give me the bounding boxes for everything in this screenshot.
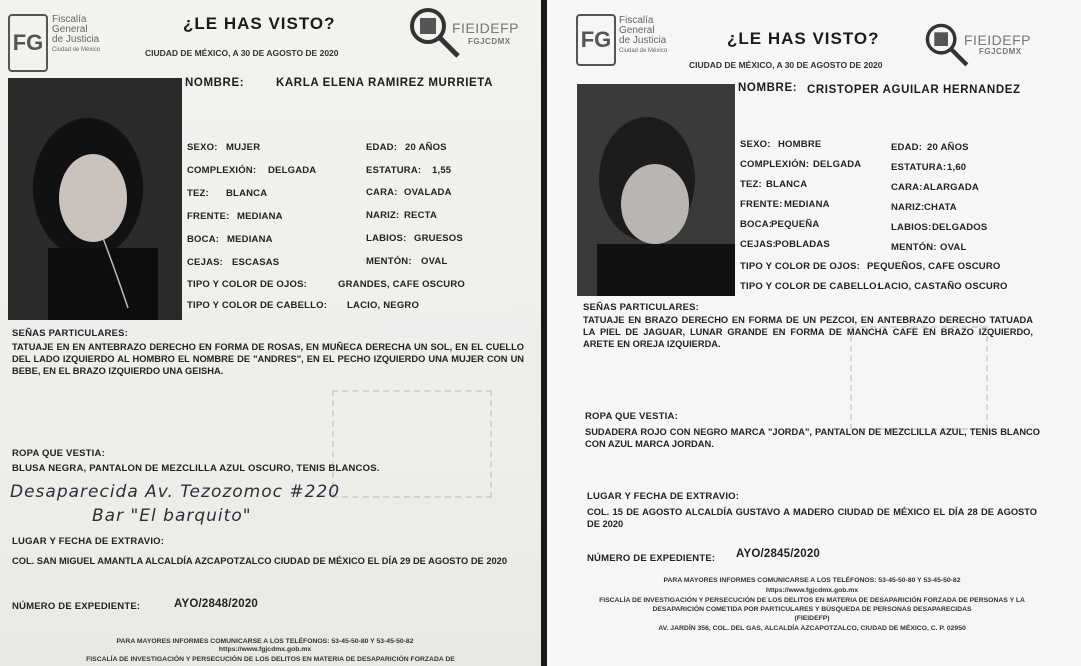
field-label: EDAD: <box>891 142 923 153</box>
expediente-label: NÚMERO DE EXPEDIENTE: <box>12 601 141 612</box>
expediente-label: NÚMERO DE EXPEDIENTE: <box>587 553 716 564</box>
field-value: HOMBRE <box>778 139 822 150</box>
lugar-label: LUGAR Y FECHA DE EXTRAVIO: <box>12 536 165 547</box>
magnifier-logo-icon <box>924 22 968 66</box>
org-line: General <box>52 24 88 35</box>
field-label: LABIOS: <box>891 222 932 233</box>
field-label: CARA: <box>891 182 923 193</box>
senas-text: TATUAJE EN EN ANTEBRAZO DERECHO EN FORMA DE ROSAS, EN MUÑECA DERECHA UN SOL, EN EL CUELLO DEL LADO IZQUIERDO AL HOMBRO EL NOMBRE DE "ANDRES", EN EL PECHO IZQUIERDO UNA MUJER CON UN BEBE, EN EL BRAZO IZQUIERDO UNA GEISHA. <box>12 342 524 376</box>
field-value: DELGADA <box>813 159 862 170</box>
informes-text: PARA MAYORES INFORMES COMUNICARSE A LOS TELÉFONOS: 53-45-50-80 Y 53-45-50-82 <box>663 577 961 584</box>
field-value: MEDIANA <box>784 199 830 210</box>
field-value: 1,60 <box>947 162 967 173</box>
field-label: NARIZ: <box>366 210 400 221</box>
field-label: ESTATURA: <box>891 162 947 173</box>
name-label: NOMBRE: <box>185 77 245 89</box>
field-value: GRANDES, CAFE OSCURO <box>338 279 465 290</box>
poster-date: CIUDAD DE MÉXICO, A 30 DE AGOSTO DE 2020 <box>689 60 883 70</box>
field-value: DELGADOS <box>932 222 988 233</box>
fgj-logo: FG <box>8 14 48 72</box>
org-line: Fiscalía <box>52 14 87 25</box>
agency-name: FIEIDEFP <box>964 32 1032 48</box>
field-label: MENTÓN: <box>366 256 412 267</box>
person-name: CRISTOPER AGUILAR HERNANDEZ <box>807 84 1021 96</box>
field-label: LABIOS: <box>366 233 407 244</box>
field-value: OVALADA <box>404 187 452 198</box>
field-value: LACIO, NEGRO <box>347 300 420 311</box>
org-line: General <box>619 25 655 36</box>
field-label: TEZ: <box>740 179 762 190</box>
field-value: BLANCA <box>766 179 808 190</box>
field-value: OVAL <box>940 242 967 253</box>
lugar-text: COL. 15 DE AGOSTO ALCALDÍA GUSTAVO A MADERO CIUDAD DE MÉXICO EL DÍA 28 DE AGOSTO DE 2020 <box>587 507 1037 529</box>
agency-name: FIEIDEFP <box>452 20 520 36</box>
org-line: Ciudad de México <box>619 48 668 54</box>
ropa-text: SUDADERA ROJO CON NEGRO MARCA "JORDA", PANTALON DE MEZCLILLA AZUL, TENIS BLANCO CON AZUL MARCA JORDAN. <box>585 427 1040 449</box>
field-label: BOCA: <box>740 219 773 230</box>
field-value: POBLADAS <box>775 239 830 250</box>
fgj-logo: FG <box>576 14 616 66</box>
ropa-label: ROPA QUE VESTIA: <box>585 411 678 422</box>
field-value: 20 AÑOS <box>927 142 969 153</box>
field-value: PEQUEÑA <box>771 219 820 230</box>
name-label: NOMBRE: <box>738 82 798 94</box>
field-label: TIPO Y COLOR DE OJOS: <box>187 279 307 290</box>
fiscalia-abbr: (FIEIDEFP) <box>794 615 830 622</box>
informes-text: PARA MAYORES INFORMES COMUNICARSE A LOS TELÉFONOS: 53-45-50-80 Y 53-45-50-82 <box>116 638 414 645</box>
field-label: CARA: <box>366 187 398 198</box>
field-label: EDAD: <box>366 142 398 153</box>
field-label: NARIZ: <box>891 202 925 213</box>
senas-text: TATUAJE EN BRAZO DERECHO EN FORMA DE UN PEZCOI, EN ANTEBRAZO DERECHO TATUADA LA PIEL DE JAGUAR, LUNAR GRANDE EN FORMA DE MANCHA CAFE EN BRAZO IZQUIERDO, ARETE EN OREJA IZQUIERDA. <box>583 315 1033 349</box>
field-label: FRENTE: <box>740 199 783 210</box>
field-value: DELGADA <box>268 165 317 176</box>
field-value: ESCASAS <box>232 257 280 268</box>
magnifier-logo-icon <box>408 6 448 46</box>
field-value: 1,55 <box>432 165 452 176</box>
lugar-label: LUGAR Y FECHA DE EXTRAVIO: <box>587 491 740 502</box>
website-url: https://www.fgjcdmx.gob.mx <box>218 646 312 653</box>
expediente-number: AYO/2845/2020 <box>736 548 821 560</box>
agency-sub: FGJCDMX <box>468 37 511 46</box>
field-label: TIPO Y COLOR DE CABELLO: <box>187 300 328 311</box>
field-value: PEQUEÑOS, CAFE OSCURO <box>867 261 1001 272</box>
missing-person-photo <box>8 78 182 320</box>
missing-person-photo <box>577 84 735 296</box>
official-stamp <box>850 326 988 430</box>
ropa-text: BLUSA NEGRA, PANTALON DE MEZCLILLA AZUL OSCURO, TENIS BLANCOS. <box>12 463 380 474</box>
field-value: ALARGADA <box>923 182 979 193</box>
field-label: TIPO Y COLOR DE OJOS: <box>740 261 860 272</box>
field-value: MEDIANA <box>237 211 283 222</box>
field-label: ESTATURA: <box>366 165 422 176</box>
field-value: MUJER <box>226 142 261 153</box>
address-text: AV. JARDÍN 356, COL. DEL GAS, ALCALDÍA AZCAPOTZALCO, CIUDAD DE MÉXICO, C. P. 02950 <box>658 625 966 632</box>
field-label: MENTÓN: <box>891 242 937 253</box>
org-line: de Justicia <box>52 34 100 45</box>
org-line: de Justicia <box>619 35 667 46</box>
expediente-number: AYO/2848/2020 <box>174 598 259 610</box>
missing-poster-right <box>547 0 1081 666</box>
website-url: https://www.fgjcdmx.gob.mx <box>765 587 859 594</box>
fiscalia-text: FISCALÍA DE INVESTIGACIÓN Y PERSECUCIÓN DE LOS DELITOS EN MATERIA DE DESAPARICIÓN FORZADA DE PERSONAS Y LA DESAPARICIÓN COMETIDA POR PARTICULARES Y BÚSQUEDA DE PERSONAS DESAPARECIDAS <box>599 597 1025 613</box>
field-label: COMPLEXIÓN: <box>740 159 810 170</box>
senas-label: SEÑAS PARTICULARES: <box>12 328 129 339</box>
field-value: BLANCA <box>226 188 268 199</box>
org-name <box>52 15 100 55</box>
senas-label: SEÑAS PARTICULARES: <box>583 302 700 313</box>
field-value: CHATA <box>924 202 957 213</box>
official-stamp <box>332 390 492 498</box>
org-line: Fiscalía <box>619 15 654 26</box>
poster-title: ¿LE HAS VISTO? <box>727 29 880 48</box>
lugar-text: COL. SAN MIGUEL AMANTLA ALCALDÍA AZCAPOTZALCO CIUDAD DE MÉXICO EL DÍA 29 DE AGOSTO DE 2020 <box>12 556 508 566</box>
field-label: FRENTE: <box>187 211 230 222</box>
field-label: COMPLEXIÓN: <box>187 165 257 176</box>
person-name: KARLA ELENA RAMIREZ MURRIETA <box>276 77 493 89</box>
fiscalia-text: FISCALÍA DE INVESTIGACIÓN Y PERSECUCIÓN DE LOS DELITOS EN MATERIA DE DESAPARICIÓN FORZADA DE <box>86 656 455 663</box>
field-value: OVAL <box>421 256 448 267</box>
ropa-label: ROPA QUE VESTIA: <box>12 448 105 459</box>
org-line: Ciudad de México <box>52 47 101 53</box>
field-value: 20 AÑOS <box>405 142 447 153</box>
handwritten-note: Bar "El barquito" <box>92 506 252 526</box>
field-label: TEZ: <box>187 188 209 199</box>
field-label: BOCA: <box>187 234 220 245</box>
org-name <box>619 16 667 56</box>
field-value: RECTA <box>404 210 438 221</box>
poster-date: CIUDAD DE MÉXICO, A 30 DE AGOSTO DE 2020 <box>145 48 339 58</box>
field-value: LACIO, CASTAÑO OSCURO <box>878 281 1008 292</box>
field-label: TIPO Y COLOR DE CABELLO: <box>740 281 881 292</box>
poster-title: ¿LE HAS VISTO? <box>183 14 336 33</box>
field-label: CEJAS: <box>740 239 777 250</box>
handwritten-note: Desaparecida Av. Tezozomoc #220 <box>10 482 341 502</box>
field-label: SEXO: <box>740 139 771 150</box>
agency-sub: FGJCDMX <box>979 47 1022 56</box>
field-label: SEXO: <box>187 142 218 153</box>
field-value: MEDIANA <box>227 234 273 245</box>
field-label: CEJAS: <box>187 257 224 268</box>
field-value: GRUESOS <box>414 233 463 244</box>
